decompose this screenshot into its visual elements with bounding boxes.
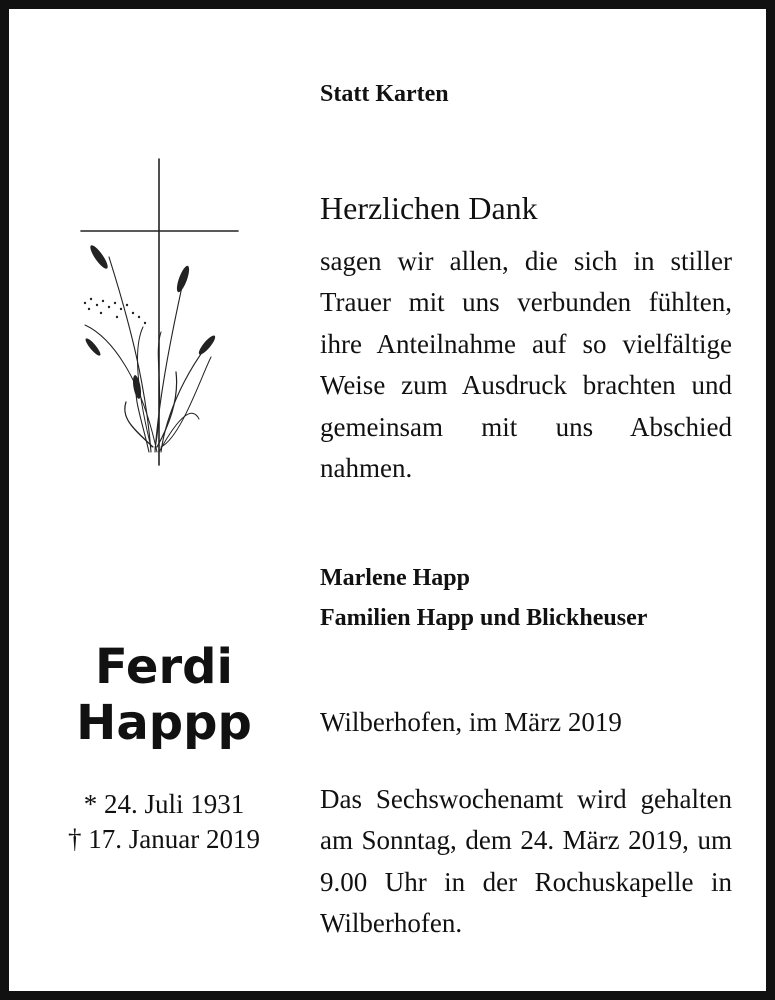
signer-name: Marlene Happ: [320, 565, 470, 591]
death-date: † 17. Januar 2019: [68, 824, 260, 854]
place-date: Wilberhofen, im März 2019: [320, 707, 622, 737]
thanks-title: Herzlichen Dank: [320, 190, 538, 226]
last-name: Happp: [76, 695, 252, 751]
signers-block: [320, 558, 647, 638]
cross-with-wheat-icon: [71, 157, 251, 469]
life-dates: [39, 787, 289, 857]
statt-karten-heading: Statt Karten: [320, 81, 449, 107]
thanks-body: sagen wir allen, die sich in stiller Trauer mit uns verbunden fühlten, ihre Anteilnahme auf so vielfältige Weise zum Ausdruck brachten und gemeinsam mit uns Abschied nahmen.: [320, 246, 732, 484]
signer-families: Familien Happ und Blickheuser: [320, 605, 648, 631]
birth-date: * 24. Juli 1931: [83, 789, 245, 819]
service-notice: Das Sechswochenamt wird gehalten am Sonntag, dem 24. März 2019, um 9.00 Uhr in der Rochuskapelle in Wilberhofen.: [320, 784, 732, 939]
first-name: Ferdi: [95, 639, 233, 695]
deceased-name: [49, 639, 279, 751]
